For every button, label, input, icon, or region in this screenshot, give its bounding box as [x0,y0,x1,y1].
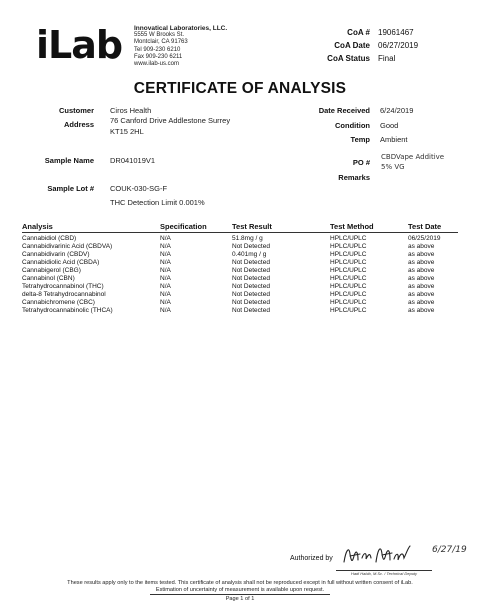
sample-lot-label: Sample Lot # [47,184,94,193]
sample-name-value: DR041019V1 [110,156,156,165]
po-value-line2: 5% VG [381,163,405,171]
cell-result: Not Detected [232,291,270,298]
condition-value: Good [380,121,399,130]
ilab-logo: iLab [36,23,123,67]
cell-method: HPLC/UPLC [330,283,367,290]
cell-date: 06/25/2019 [408,235,441,242]
po-label: PO # [352,158,370,167]
temp-label: Temp [350,135,370,144]
customer-value: Ciros Health [110,106,152,115]
company-street: 5555 W Brooks St. [134,32,185,39]
footer-disclaimer: These results apply only to the items tested. This certificate of analysis shall not be reproduced except in full without written consent of iLab. [67,580,413,586]
cell-date: as above [408,243,435,250]
cell-date: as above [408,307,435,314]
document-title: CERTIFICATE OF ANALYSIS [133,80,347,97]
cell-method: HPLC/UPLC [330,291,367,298]
cell-specification: N/A [160,235,171,242]
company-tel: Tel 909-230 6210 [134,46,181,53]
cell-result: Not Detected [232,243,270,250]
signature-date: 6/27/19 [432,545,467,555]
cell-method: HPLC/UPLC [330,307,367,314]
cell-method: HPLC/UPLC [330,275,367,282]
sample-lot-value: COUK-030-SG-F [110,184,168,193]
coa-date-label: CoA Date [334,41,370,50]
temp-value: Ambient [380,135,408,144]
coa-number-label: CoA # [347,28,370,37]
cell-result: 51.8mg / g [232,235,263,242]
cell-analysis: delta-8 Tetrahydrocannabinol [22,291,106,298]
cell-date: as above [408,251,435,258]
cell-analysis: Cannabidiolic Acid (CBDA) [22,259,100,266]
remarks-label: Remarks [338,173,370,182]
cell-analysis: Tetrahydrocannabinol (THC) [22,283,104,290]
condition-label: Condition [335,121,370,130]
cell-date: as above [408,283,435,290]
address-label: Address [63,120,94,129]
cell-specification: N/A [160,251,171,258]
company-fax: Fax 909-230 6211 [134,53,183,60]
cell-date: as above [408,275,435,282]
cell-result: Not Detected [232,259,270,266]
cell-date: as above [408,267,435,274]
signer-caption: Hadi Habib, M.Sc. / Technical Deputy [350,571,418,576]
cell-analysis: Cannabinol (CBN) [22,275,75,282]
cell-specification: N/A [160,259,171,266]
cell-analysis: Cannabidivarinic Acid (CBDVA) [22,243,113,250]
cell-method: HPLC/UPLC [330,243,367,250]
cell-specification: N/A [160,267,171,274]
cell-specification: N/A [160,275,171,282]
cell-result: Not Detected [232,299,270,306]
cell-specification: N/A [160,243,171,250]
cell-method: HPLC/UPLC [330,299,367,306]
cell-method: HPLC/UPLC [330,267,367,274]
coa-number: 19061467 [378,28,414,37]
th-test-result: Test Result [232,222,272,231]
address-line2: KT15 2HL [110,127,144,136]
footer-uncertainty: Estimation of uncertainty of measurement is available upon request. [155,587,325,593]
date-received-label: Date Received [318,106,370,115]
cell-date: as above [408,299,435,306]
signature-image [340,540,430,570]
cell-specification: N/A [160,307,171,314]
coa-date: 06/27/2019 [378,41,419,50]
cell-method: HPLC/UPLC [330,259,367,266]
cell-method: HPLC/UPLC [330,251,367,258]
page-number: Page 1 of 1 [225,596,255,602]
cell-result: 0.401mg / g [232,251,267,258]
cell-result: Not Detected [232,267,270,274]
thc-detection-limit: THC Detection Limit 0.001% [110,198,205,207]
po-value-line1: CBDVape Additive [381,153,445,161]
company-address-block [134,25,227,68]
th-analysis: Analysis [22,222,53,231]
cell-analysis: Cannabichromene (CBC) [22,299,95,306]
cell-result: Not Detected [232,275,270,282]
cell-analysis: Tetrahydrocannabinolic (THCA) [22,307,113,314]
cell-analysis: Cannabigerol (CBG) [22,267,81,274]
cell-date: as above [408,291,435,298]
cell-analysis: Cannabidivarin (CBDV) [22,251,90,258]
customer-label: Customer [58,106,94,115]
cell-specification: N/A [160,299,171,306]
company-city: Montclair, CA 91763 [134,39,188,46]
table-header-rule [22,232,458,233]
cell-method: HPLC/UPLC [330,235,367,242]
cell-result: Not Detected [232,283,270,290]
date-received-value: 6/24/2019 [380,106,414,115]
th-specification: Specification [160,222,207,231]
authorized-by-label: Authorized by [290,555,333,562]
coa-status: Final [378,54,396,63]
company-web: www.ilab-us.com [134,61,180,68]
cell-specification: N/A [160,291,171,298]
coa-status-label: CoA Status [327,54,370,63]
cell-analysis: Cannabidiol (CBD) [22,235,77,242]
cell-result: Not Detected [232,307,270,314]
company-name: Innovatical Laboratories, LLC. [134,25,228,32]
sample-name-label: Sample Name [44,156,94,165]
footer-rule [150,594,330,595]
th-test-method: Test Method [330,222,374,231]
address-line1: 76 Canford Drive Addlestone Surrey [110,116,231,125]
th-test-date: Test Date [408,222,442,231]
cell-specification: N/A [160,283,171,290]
cell-date: as above [408,259,435,266]
